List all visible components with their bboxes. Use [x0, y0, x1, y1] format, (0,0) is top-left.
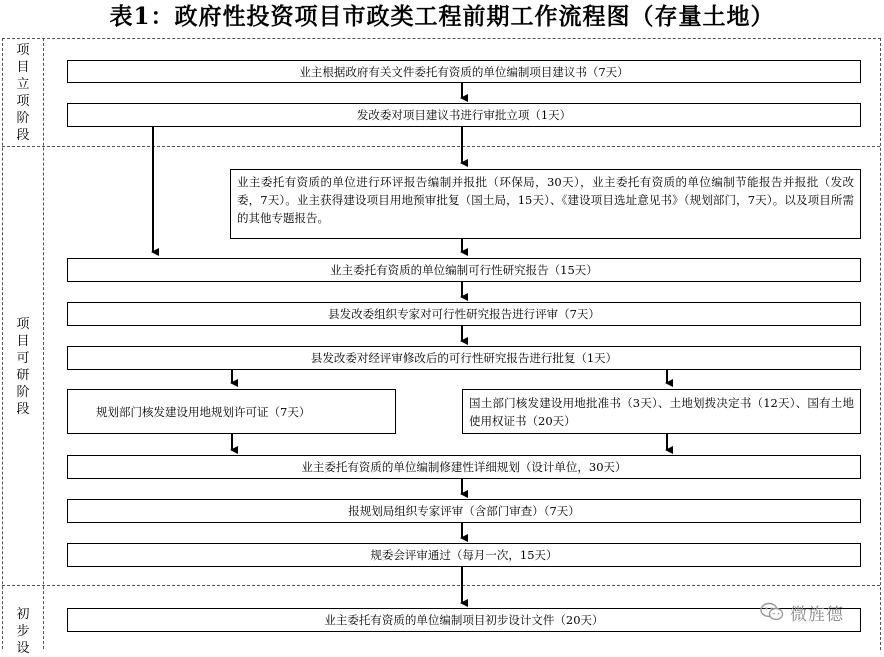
- step-feasibility-approval: 县发改委对经评审修改后的可行性研究报告进行批复（1天）: [67, 346, 861, 370]
- step-preliminary-design: 业主委托有资质的单位编制项目初步设计文件（20天）: [67, 608, 861, 632]
- step-proposal-approval: 发改委对项目建议书进行审批立项（1天）: [67, 103, 861, 127]
- step-planning-permit: 规划部门核发建设用地规划许可证（7天）: [67, 389, 396, 434]
- step-detailed-planning: 业主委托有资质的单位编制修建性详细规划（设计单位，30天）: [67, 455, 861, 479]
- stage-label-feasibility: 项 目 可 研 阶 段: [16, 317, 30, 417]
- wechat-icon: [760, 602, 784, 622]
- step-special-reports: 业主委托有资质的单位进行环评报告编制并报批（环保局，30天），业主委托有资质的单位编制节能报告并报批（发改委，7天）。业主获得建设项目用地预审批复（国土局，15天）、《建设项目选址意见书》（规划部门，7天）。以及项目所需的其他专题报告。: [230, 169, 861, 239]
- stage-label-preliminary-design: 初 步 设: [16, 607, 30, 656]
- step-feasibility-review: 县发改委组织专家对可行性研究报告进行评审（7天）: [67, 302, 861, 326]
- step-feasibility-report: 业主委托有资质的单位编制可行性研究报告（15天）: [67, 258, 861, 282]
- page-title: 表1：政府性投资项目市政类工程前期工作流程图（存量土地）: [109, 3, 775, 30]
- watermark-text: 微旌德: [790, 604, 844, 625]
- step-committee-review: 规委会评审通过（每月一次，15天）: [67, 543, 861, 567]
- stage-label-initiation: 项 目 立 项 阶 段: [16, 43, 30, 143]
- step-land-certificates: 国土部门核发建设用地批准书（3天）、土地划拨决定书（12天）、国有土地使用权证书（20天）: [462, 389, 861, 434]
- step-expert-review: 报规划局组织专家评审（含部门审查）（7天）: [67, 499, 861, 523]
- watermark: [760, 598, 876, 626]
- step-project-proposal: 业主根据政府有关文件委托有资质的单位编制项目建议书（7天）: [67, 60, 861, 83]
